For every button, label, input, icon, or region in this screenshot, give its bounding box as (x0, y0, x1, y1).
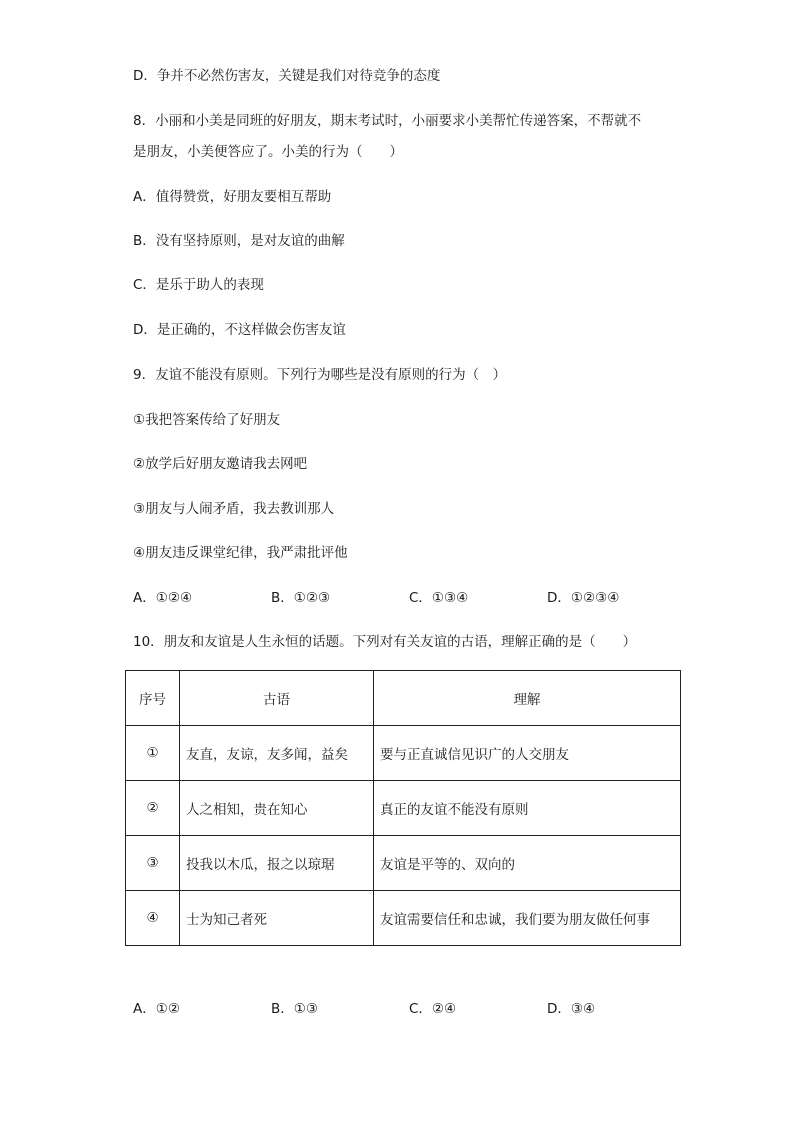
q9-item-1: ①我把答案传给了好朋友 (133, 412, 281, 428)
q8-option-d: D．是正确的，不这样做会伤害友谊 (133, 322, 346, 338)
table-cell: 士为知己者死 (180, 891, 374, 946)
q8-stem-line1: 8．小丽和小美是同班的好朋友，期末考试时，小丽要求小美帮忙传递答案，不帮就不 (133, 113, 642, 129)
q8-option-c: C．是乐于助人的表现 (133, 277, 264, 293)
table-cell: ② (126, 781, 180, 836)
table-row (126, 781, 681, 836)
q10-option-b: B．①③ (271, 1001, 318, 1017)
q9-option-a: A．①②④ (133, 590, 193, 606)
q7-option-d: D．争并不必然伤害友，关键是我们对待竞争的态度 (133, 68, 441, 84)
table-cell: 友谊需要信任和忠诚，我们要为朋友做任何事 (374, 891, 681, 946)
q10-stem: 10．朋友和友谊是人生永恒的话题。下列对有关友谊的古语，理解正确的是（ ） (133, 634, 637, 650)
q9-option-d: D．①②③④ (547, 590, 620, 606)
q9-option-c: C．①③④ (409, 590, 469, 606)
q8-option-b: B．没有坚持原则，是对友谊的曲解 (133, 233, 345, 249)
table-cell: 真正的友谊不能没有原则 (374, 781, 681, 836)
table-cell: 投我以木瓜，报之以琼琚 (180, 836, 374, 891)
table-cell: 友直，友谅，友多闻，益矣 (180, 726, 374, 781)
header-cell: 理解 (374, 671, 681, 726)
header-cell: 古语 (180, 671, 374, 726)
q9-item-4: ④朋友违反课堂纪律，我严肃批评他 (133, 545, 348, 561)
table-cell: ① (126, 726, 180, 781)
table-header-row (126, 671, 681, 726)
q8-option-a: A．值得赞赏，好朋友要相互帮助 (133, 189, 332, 205)
table-cell: 友谊是平等的、双向的 (374, 836, 681, 891)
table-cell: ④ (126, 891, 180, 946)
q8-stem-line2: 是朋友，小美便答应了。小美的行为（ ） (133, 144, 403, 160)
table-cell: ③ (126, 836, 180, 891)
header-cell: 序号 (126, 671, 180, 726)
q9-stem: 9．友谊不能没有原则。下列行为哪些是没有原则的行为（ ） (133, 367, 507, 383)
table-row (126, 836, 681, 891)
q10-option-d: D．③④ (547, 1001, 596, 1017)
table-cell: 人之相知，贵在知心 (180, 781, 374, 836)
table-row (126, 726, 681, 781)
q10-option-a: A．①② (133, 1001, 180, 1017)
q9-item-2: ②放学后好朋友邀请我去网吧 (133, 456, 308, 472)
table-cell: 要与正直诚信见识广的人交朋友 (374, 726, 681, 781)
q10-table (125, 670, 681, 946)
q9-option-b: B．①②③ (271, 590, 331, 606)
table-row (126, 891, 681, 946)
q10-option-c: C．②④ (409, 1001, 457, 1017)
q9-item-3: ③朋友与人闹矛盾，我去教训那人 (133, 501, 335, 517)
